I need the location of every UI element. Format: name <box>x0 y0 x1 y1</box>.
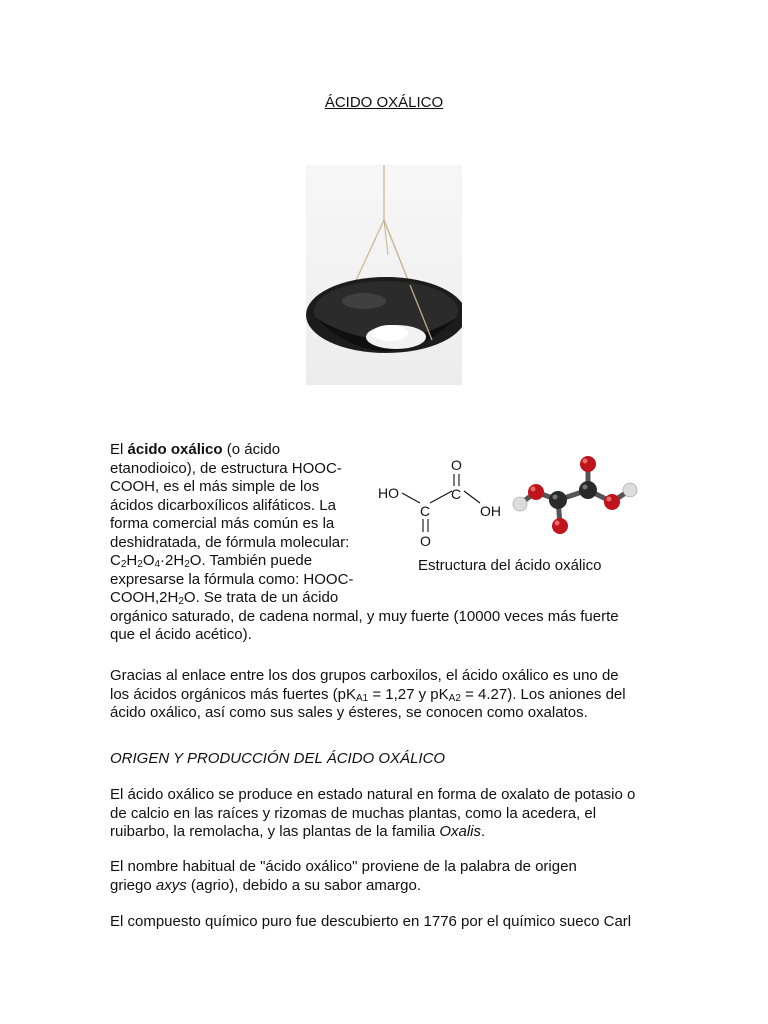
pka2-subscript: A2 <box>448 692 461 704</box>
paragraph-text: = 1,27 y pK <box>368 685 449 703</box>
intro-text: deshidratada, de fórmula molecular: <box>110 533 350 551</box>
paragraph-text: los ácidos orgánicos más fuertes (pK <box>110 685 356 703</box>
paragraph-text: ruibarbo, la remolacha, y las plantas de la familia <box>110 823 440 840</box>
paragraph-text: (agrio), debido a su sabor amargo. <box>186 876 422 894</box>
intro-bold-term: ácido oxálico <box>127 441 223 458</box>
pka1-subscript: A1 <box>355 692 369 704</box>
intro-text: que el ácido acético). <box>110 626 252 643</box>
bowl-photo-drawing <box>306 165 462 385</box>
paragraph-text: El nombre habitual de "ácido oxálico" proviene de la palabra de origen <box>110 858 577 875</box>
oxalic-acid-photo <box>306 165 462 385</box>
paragraph-text: Gracias al enlace entre los dos grupos carboxilos, el ácido oxálico es uno de <box>110 667 619 684</box>
label-c1: C <box>420 503 431 519</box>
paragraph-text: . <box>481 823 486 840</box>
label-o-top: O <box>451 457 462 473</box>
intro-text: ácidos dicarboxílicos alifáticos. La <box>110 496 336 514</box>
paragraph-acidity <box>110 667 658 723</box>
section-heading: ORIGEN Y PRODUCCIÓN DEL ÁCIDO OXÁLICO <box>110 750 446 767</box>
greek-word: axys <box>155 876 187 894</box>
paragraph-text: griego <box>110 876 156 894</box>
paragraph-etymology <box>110 858 658 895</box>
skeletal-formula <box>378 457 501 549</box>
intro-text: El <box>110 441 128 458</box>
paragraph-text: ácido oxálico, así como sus sales y ésteres, se conocen como oxalatos. <box>110 704 588 721</box>
intro-text: COOH,2H <box>110 589 179 606</box>
label-oh: OH <box>480 503 501 519</box>
intro-text: . También puede <box>201 552 313 569</box>
paragraph-text: El ácido oxálico se produce en estado natural en forma de oxalato de potasio o <box>110 786 636 803</box>
intro-text: orgánico saturado, de cadena normal, y muy fuerte (10000 veces más fuerte <box>110 607 619 625</box>
paragraph-discovery: El compuesto químico puro fue descubierto en 1776 por el químico sueco Carl <box>110 913 632 930</box>
label-ho: HO <box>378 485 399 501</box>
intro-text: expresarse la fórmula como: HOOC- <box>110 570 354 588</box>
structure-caption: Estructura del ácido oxálico <box>418 557 602 574</box>
intro-text: forma comercial más común es la <box>110 515 335 532</box>
intro-text: (o ácido <box>222 441 281 458</box>
label-c2: C <box>451 486 462 502</box>
intro-text: COOH, es el más simple de los <box>110 478 320 495</box>
page-title: ÁCIDO OXÁLICO <box>324 94 444 111</box>
paragraph-origin <box>110 786 658 842</box>
paragraph-text: de calcio en las raíces y rizomas de muchas plantas, como la acedera, el <box>110 804 597 822</box>
intro-text: O. Se trata de un ácido <box>183 589 339 606</box>
genus-name: Oxalis <box>439 823 482 840</box>
molecular-formula: $C_2H_2O_4\cdot 2H_2O$ <box>110 552 202 570</box>
intro-text: etanodioico), de estructura HOOC- <box>110 459 342 477</box>
intro-paragraph: El ácido oxálico (o ácido etanodioico), de estructura HOOC- COOH, es el más simple de los ácidos dicarboxílicos alifáticos. La forma comercial más común es la deshidratada, de fórmula molecular: $C_2H_2O_4\cdot 2H_2O$. También puede expresarse la fórmula como: HOOC- $COOH,2H_2O$. Se trata de un ácido orgánico saturado, de cadena normal, y muy fuerte (10000 veces más fuerte que el ácido acético). <box>110 441 619 643</box>
ball-and-stick-model <box>513 456 637 534</box>
paragraph-text: = 4.27). Los aniones del <box>460 685 626 703</box>
label-o-bottom: O <box>420 533 431 549</box>
